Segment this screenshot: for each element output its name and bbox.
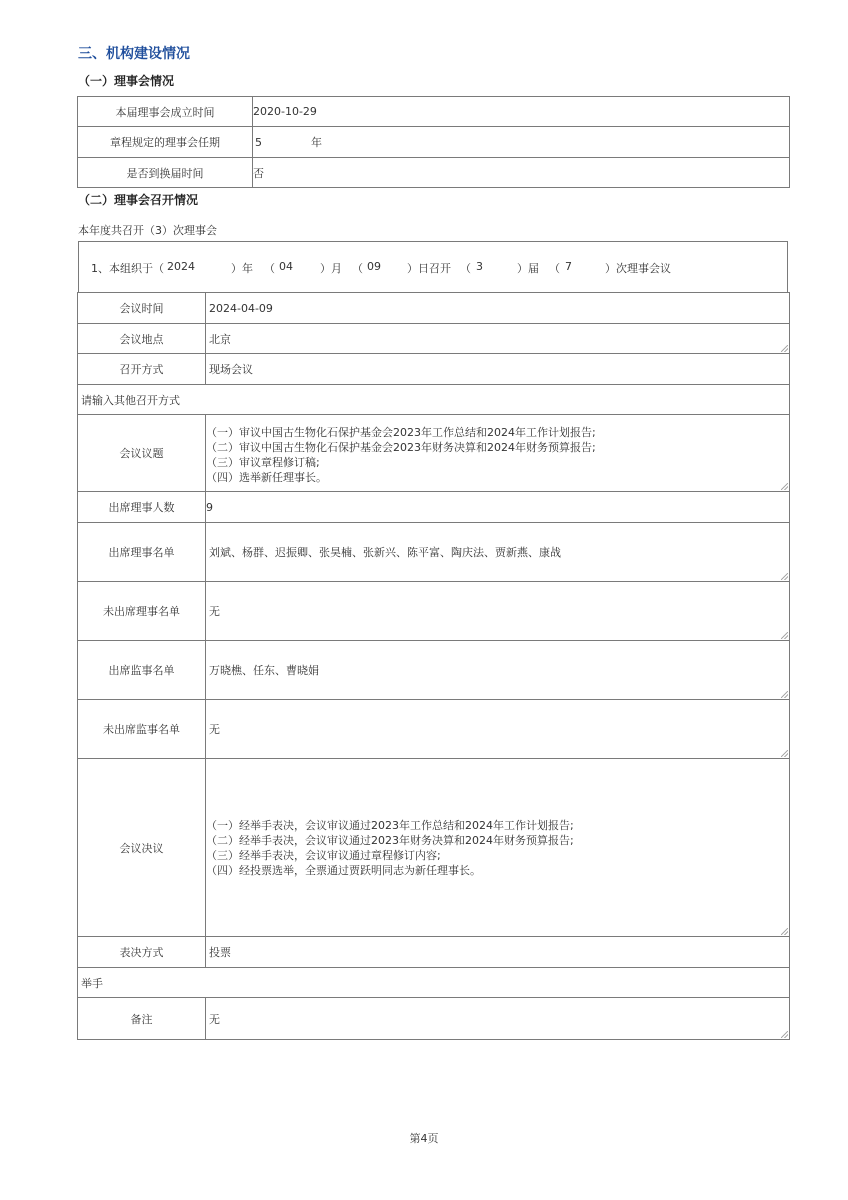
vote-method-select[interactable]: 投票 xyxy=(206,937,790,968)
resolution-textarea[interactable] xyxy=(206,759,790,937)
meeting-day-field[interactable]: 09 xyxy=(367,260,381,273)
open-paren: （ xyxy=(264,262,275,275)
meeting-session-field[interactable]: 3 xyxy=(476,260,483,273)
remarks-value: 无 xyxy=(209,1012,220,1026)
section-title: 三、机构建设情况 xyxy=(78,46,190,62)
resolution-label: 会议决议 xyxy=(78,759,206,937)
meeting-time-label: 会议时间 xyxy=(78,293,206,324)
term-length-label: 章程规定的理事会任期 xyxy=(78,127,253,158)
agenda-textarea[interactable] xyxy=(206,415,790,492)
agenda-label: 会议议题 xyxy=(78,415,206,492)
vote-other-field[interactable]: 举手 xyxy=(78,968,790,998)
attendee-count-label: 出席理事人数 xyxy=(78,492,206,523)
term-length-field[interactable]: 5 xyxy=(255,136,262,149)
day-suffix: ）日召开 xyxy=(407,262,451,275)
table-row xyxy=(78,641,790,700)
resolution-item: （三）经举手表决，会议审议通过章程修订内容; xyxy=(206,848,441,862)
table-row xyxy=(78,354,790,385)
table-row xyxy=(78,97,790,127)
agenda-item: （三）审议章程修订稿; xyxy=(206,456,320,469)
table-row xyxy=(78,492,790,523)
table-row xyxy=(78,700,790,759)
meeting-prefix: 1、本组织于 xyxy=(91,262,153,275)
page-number: 第4页 xyxy=(409,1132,439,1145)
attendees-textarea[interactable] xyxy=(206,523,790,582)
agenda-item: （一）审议中国古生物化石保护基金会2023年工作总结和2024年工作计划报告; xyxy=(206,426,596,439)
meeting-method-select[interactable]: 现场会议 xyxy=(206,354,790,385)
supervisors-textarea[interactable] xyxy=(206,641,790,700)
month-suffix: ）月 xyxy=(320,262,342,275)
resize-handle[interactable] xyxy=(781,483,788,490)
absent-value: 无 xyxy=(209,605,220,618)
board-info-table xyxy=(77,96,790,188)
table-row xyxy=(78,937,790,968)
resize-handle[interactable] xyxy=(781,691,788,698)
meeting-month-field[interactable]: 04 xyxy=(279,260,293,273)
attendees-value: 刘斌、杨群、迟振卿、张昊楠、张新兴、陈平富、陶庆法、贾新燕、康战 xyxy=(209,546,561,559)
resolution-item: （四）经投票选举，全票通过贾跃明同志为新任理事长。 xyxy=(206,863,481,877)
meeting-place-label: 会议地点 xyxy=(78,324,206,354)
reelection-due-label: 是否到换届时间 xyxy=(78,158,253,188)
absent-supervisors-label: 未出席监事名单 xyxy=(78,700,206,759)
meeting-header xyxy=(78,241,788,292)
agenda-item: （二）审议中国古生物化石保护基金会2023年财务决算和2024年财务预算报告; xyxy=(206,441,596,454)
resize-handle[interactable] xyxy=(781,750,788,757)
resize-handle[interactable] xyxy=(781,1031,788,1038)
resize-handle[interactable] xyxy=(781,632,788,639)
table-row xyxy=(78,158,790,188)
term-length-cell xyxy=(253,127,790,158)
resolution-item: （一）经举手表决，会议审议通过2023年工作总结和2024年工作计划报告; xyxy=(206,818,574,832)
term-start-label: 本届理事会成立时间 xyxy=(78,97,253,127)
other-method-input[interactable]: 请输入其他召开方式 xyxy=(78,385,790,415)
term-length-unit: 年 xyxy=(311,136,322,149)
attendee-count-field[interactable]: 9 xyxy=(206,492,790,523)
open-paren: （ xyxy=(549,262,560,275)
table-row xyxy=(78,968,790,998)
open-paren: （ xyxy=(153,262,164,275)
reelection-due-field[interactable]: 否 xyxy=(253,158,790,188)
table-row xyxy=(78,759,790,937)
remarks-label: 备注 xyxy=(78,998,206,1040)
term-start-field[interactable]: 2020-10-29 xyxy=(253,97,790,127)
absent-textarea[interactable] xyxy=(206,582,790,641)
resize-handle[interactable] xyxy=(781,573,788,580)
table-row xyxy=(78,293,790,324)
table-row xyxy=(78,523,790,582)
supervisors-label: 出席监事名单 xyxy=(78,641,206,700)
meeting-year-field[interactable]: 2024 xyxy=(167,260,195,273)
meetings-title: （二）理事会召开情况 xyxy=(78,193,199,207)
table-row xyxy=(78,385,790,415)
attendees-label: 出席理事名单 xyxy=(78,523,206,582)
meetings-summary: 本年度共召开（3）次理事会 xyxy=(78,224,217,237)
absent-supervisors-value: 无 xyxy=(209,723,220,736)
meeting-place-field[interactable] xyxy=(206,324,790,354)
meeting-details-table xyxy=(77,292,790,1040)
meeting-count-field[interactable]: 7 xyxy=(565,260,572,273)
agenda-item: （四）选举新任理事长。 xyxy=(206,471,327,484)
resize-handle[interactable] xyxy=(781,928,788,935)
resolution-item: （二）经举手表决，会议审议通过2023年财务决算和2024年财务预算报告; xyxy=(206,833,574,847)
absent-supervisors-textarea[interactable] xyxy=(206,700,790,759)
session-suffix: ）届 xyxy=(517,262,539,275)
table-row xyxy=(78,415,790,492)
meeting-place-value: 北京 xyxy=(209,332,231,346)
vote-method-label: 表决方式 xyxy=(78,937,206,968)
open-paren: （ xyxy=(460,262,471,275)
remarks-textarea[interactable] xyxy=(206,998,790,1040)
open-paren: （ xyxy=(352,262,363,275)
supervisors-value: 万晓樵、任东、曹晓娟 xyxy=(209,664,319,677)
count-suffix: ）次理事会议 xyxy=(605,262,671,275)
table-row xyxy=(78,998,790,1040)
table-row xyxy=(78,127,790,158)
meeting-method-label: 召开方式 xyxy=(78,354,206,385)
meeting-time-field[interactable]: 2024-04-09 xyxy=(206,293,790,324)
board-info-title: （一）理事会情况 xyxy=(78,74,175,88)
year-suffix: ）年 xyxy=(231,262,253,275)
absent-label: 未出席理事名单 xyxy=(78,582,206,641)
resize-handle[interactable] xyxy=(781,345,788,352)
table-row xyxy=(78,582,790,641)
table-row xyxy=(78,324,790,354)
